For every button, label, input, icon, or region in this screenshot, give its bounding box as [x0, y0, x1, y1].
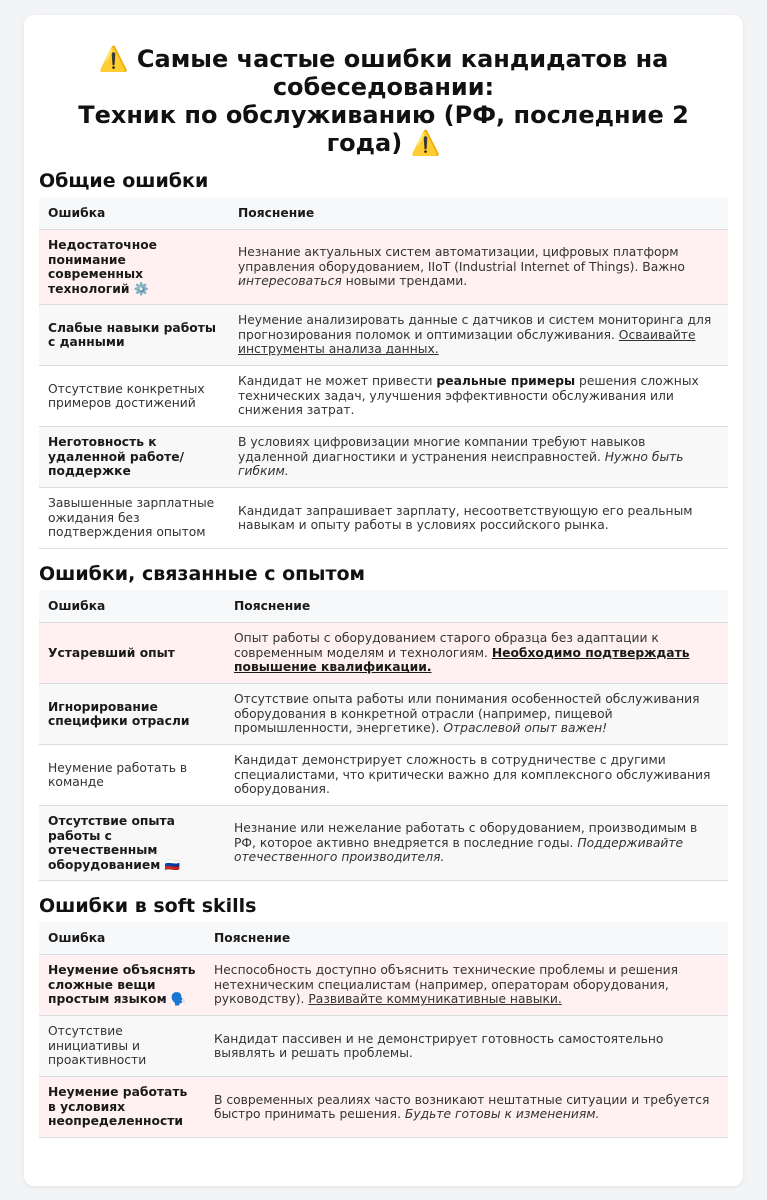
error-cell: Неготовность к удаленной работе/поддержке	[39, 427, 229, 488]
error-cell: Неумение работать в команде	[39, 745, 225, 806]
explanation-cell: Неумение анализировать данные с датчиков и систем мониторинга для прогнозирования поломок и оптимизации обслуживания. Осваивайте инструменты анализа данных.	[229, 305, 728, 366]
explanation-cell: Опыт работы с оборудованием старого образца без адаптации к современным моделям и технологиям. Необходимо подтверждать повышение квалификации.	[225, 623, 728, 684]
table-row	[39, 366, 728, 427]
explanation-cell: Незнание актуальных систем автоматизации, цифровых платформ управления оборудованием, IIoT (Industrial Internet of Things). Важно интересоваться новыми трендами.	[229, 230, 728, 305]
section-heading-soft-skills: Ошибки в soft skills	[39, 895, 257, 917]
table-row	[39, 684, 728, 745]
table-row	[39, 488, 728, 549]
error-cell: Завышенные зарплатные ожидания без подтверждения опытом	[39, 488, 229, 549]
explanation-cell: Кандидат пассивен и не демонстрирует готовность самостоятельно выявлять и решать проблемы.	[205, 1016, 728, 1077]
table-row	[39, 1077, 728, 1138]
emphasis-link: Осваивайте инструменты анализа данных.	[238, 327, 696, 357]
error-cell: Недостаточное понимание современных технологий ⚙️	[39, 230, 229, 305]
page-title: ⚠️ Самые частые ошибки кандидатов на собеседовании: Техник по обслуживанию (РФ, последние 2 года) ⚠️	[78, 45, 689, 157]
column-header-error: Ошибка	[39, 922, 205, 955]
explanation-cell: В условиях цифровизации многие компании требуют навыков удаленной диагностики и устранения неисправностей. Нужно быть гибким.	[229, 427, 728, 488]
table-row	[39, 1016, 728, 1077]
error-cell: Игнорирование специфики отрасли	[39, 684, 225, 745]
explanation-cell: В современных реалиях часто возникают нештатные ситуации и требуется быстро принимать решения. Будьте готовы к изменениям.	[205, 1077, 728, 1138]
section-heading-experience: Ошибки, связанные с опытом	[39, 563, 366, 585]
explanation-cell: Кандидат демонстрирует сложность в сотрудничестве с другими специалистами, что критически важно для комплексного обслуживания оборудования.	[225, 745, 728, 806]
table-row	[39, 305, 728, 366]
explanation-cell: Кандидат не может привести реальные примеры решения сложных технических задач, улучшения эффективности обслуживания или снижения затрат.	[229, 366, 728, 427]
experience-errors-table	[39, 590, 728, 881]
column-header-error: Ошибка	[39, 197, 229, 230]
error-cell: Отсутствие инициативы и проактивности	[39, 1016, 205, 1077]
section-heading-general: Общие ошибки	[39, 170, 209, 192]
error-cell: Неумение работать в условиях неопределенности	[39, 1077, 205, 1138]
column-header-explanation: Пояснение	[225, 590, 728, 623]
error-cell: Слабые навыки работы с данными	[39, 305, 229, 366]
explanation-cell: Неспособность доступно объяснить технические проблемы и решения нетехническим специалистам (например, операторам оборудования, руководству). Развивайте коммуникативные навыки.	[205, 955, 728, 1016]
table-row	[39, 623, 728, 684]
table-row	[39, 230, 728, 305]
soft-skills-errors-table	[39, 922, 728, 1138]
table-row	[39, 806, 728, 881]
column-header-explanation: Пояснение	[229, 197, 728, 230]
explanation-cell: Кандидат запрашивает зарплату, несоответствующую его реальным навыкам и опыту работы в условиях российского рынка.	[229, 488, 728, 549]
explanation-cell: Незнание или нежелание работать с оборудованием, производимым в РФ, которое активно внедряется в последние годы. Поддерживайте отечественного производителя.	[225, 806, 728, 881]
emphasis-link: Необходимо подтверждать повышение квалификации.	[234, 645, 690, 675]
column-header-explanation: Пояснение	[205, 922, 728, 955]
error-cell: Отсутствие опыта работы с отечественным оборудованием 🇷🇺	[39, 806, 225, 881]
error-cell: Устаревший опыт	[39, 623, 225, 684]
table-row	[39, 955, 728, 1016]
content-card	[24, 15, 743, 1186]
emphasis-link: Развивайте коммуникативные навыки.	[308, 992, 562, 1007]
error-cell: Отсутствие конкретных примеров достижений	[39, 366, 229, 427]
table-row	[39, 427, 728, 488]
error-cell: Неумение объяснять сложные вещи простым языком 🗣️	[39, 955, 205, 1016]
table-row	[39, 745, 728, 806]
general-errors-table	[39, 197, 728, 549]
explanation-cell: Отсутствие опыта работы или понимания особенностей обслуживания оборудования в конкретной отрасли (например, пищевой промышленности, энергетике). Отраслевой опыт важен!	[225, 684, 728, 745]
column-header-error: Ошибка	[39, 590, 225, 623]
